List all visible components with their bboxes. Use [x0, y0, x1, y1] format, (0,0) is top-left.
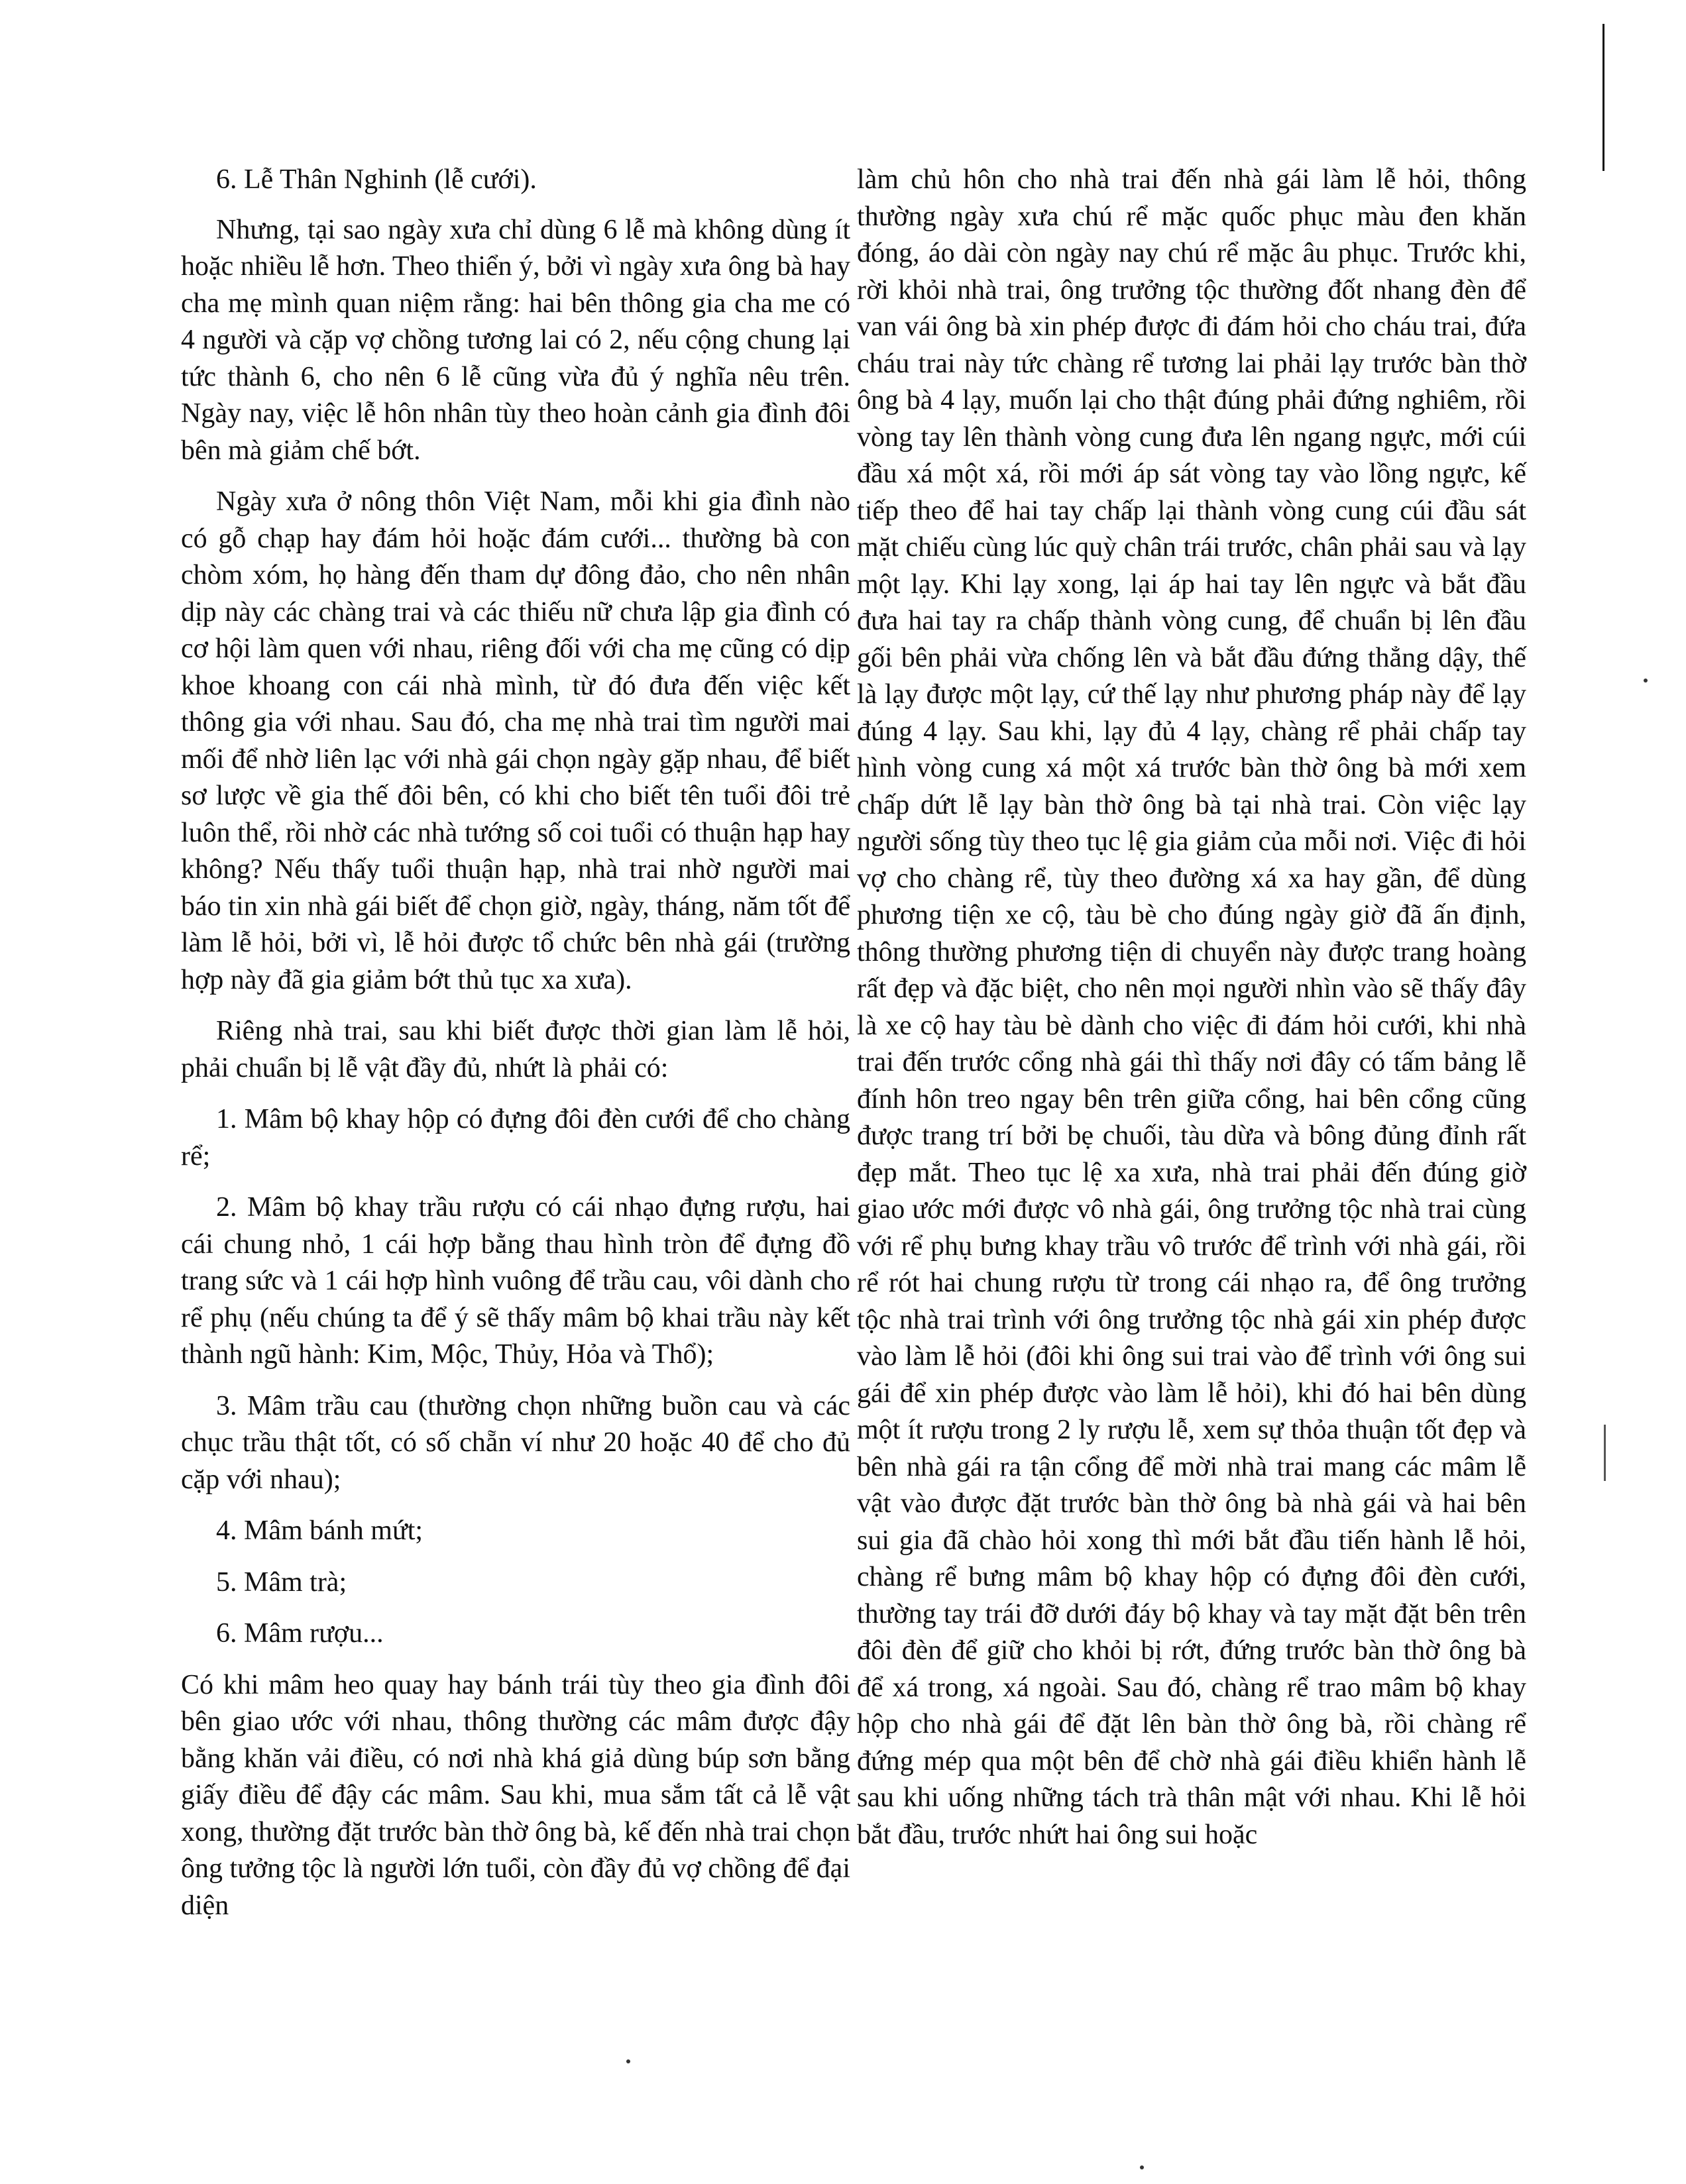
paragraph: Ngày xưa ở nông thôn Việt Nam, mỗi khi gia đình nào có gỗ chạp hay đám hỏi hoặc đám cưới... thường bà con chòm xóm, họ hàng đến tham dự đông đảo, cho nên nhân dịp này các chàng trai và các thiếu nữ chưa lập gia đình có cơ hội làm quen với nhau, riêng đối với cha mẹ cũng có dịp khoe khoang con cái nhà mình, từ đó đưa đến việc kết thông gia với nhau. Sau đó, cha mẹ nhà trai tìm người mai mối để nhờ liên lạc với nhà gái chọn ngày gặp nhau, để biết sơ lược về gia thế đôi bên, có khi cho biết tên tuổi đôi trẻ luôn thể, rồi nhờ các nhà tướng số coi tuổi có thuận hạp hay không? Nếu thấy tuổi thuận hạp, nhà trai nhờ người mai báo tin xin nhà gái biết để chọn giờ, ngày, tháng, năm tốt để làm lễ hỏi, bởi vì, lễ hỏi được tổ chức bên nhà gái (trường hợp này đã gia giảm bớt thủ tục xa xưa). [181, 486, 850, 995]
scan-edge-mark [1604, 1425, 1606, 1481]
paragraph: Riêng nhà trai, sau khi biết được thời gian làm lễ hỏi, phải chuẩn bị lễ vật đầy đủ, nhứt là phải có: [181, 1016, 850, 1083]
list-item: 2. Mâm bộ khay trầu rượu có cái nhạo đựng rượu, hai cái chung nhỏ, 1 cái hợp bằng thau hình tròn để đựng đồ trang sức và 1 cái hợp hình vuông để trầu cau, vôi dành cho rể phụ (nếu chúng ta để ý sẽ thấy mâm bộ khai trầu này kết thành ngũ hành: Kim, Mộc, Thủy, Hỏa và Thổ); [181, 1192, 850, 1370]
left-column [181, 162, 850, 1939]
scan-speck [626, 2059, 630, 2063]
list-item: 3. Mâm trầu cau (thường chọn những buồn cau và các chục trầu thật tốt, có số chẵn ví như 20 hoặc 40 để cho đủ cặp với nhau); [181, 1390, 850, 1495]
scan-speck [1644, 679, 1648, 682]
section-heading: 6. Lễ Thân Nghinh (lễ cưới). [216, 164, 537, 195]
right-column [857, 162, 1526, 1868]
scan-speck [1140, 2165, 1144, 2169]
list-item: 4. Mâm bánh mứt; [216, 1515, 423, 1546]
paragraph: Nhưng, tại sao ngày xưa chỉ dùng 6 lễ mà không dùng ít hoặc nhiều lễ hơn. Theo thiển ý, bởi vì ngày xưa ông bà hay cha mẹ mình quan niệm rằng: hai bên thông gia cha me có 4 người và cặp vợ chồng tương lai có 2, nếu cộng chung lại tức thành 6, cho nên 6 lễ cũng vừa đủ ý nghĩa nêu trên. Ngày nay, việc lễ hôn nhân tùy theo hoàn cảnh gia đình đôi bên mà giảm chế bớt. [181, 214, 851, 466]
paragraph: làm chủ hôn cho nhà trai đến nhà gái làm lễ hỏi, thông thường ngày xưa chú rể mặc quốc phục màu đen khăn đóng, áo dài còn ngày nay chú rể mặc âu phục. Trước khi, rời khỏi nhà trai, ông trưởng tộc thường đốt nhang đèn để van vái ông bà xin phép được đi đám hỏi cho cháu trai, đứa cháu trai này tức chàng rể tương lai phải lạy trước bàn thờ ông bà 4 lạy, muốn lại cho thật đúng phải đứng nghiêm, rồi vòng tay lên thành vòng cung đưa lên ngang ngực, mới cúi đầu xá một xá, rồi mới áp sát vòng tay vào lồng ngực, kế tiếp theo để hai tay chấp lại thành vòng cung cúi đầu sát mặt chiếu cùng lúc quỳ chân trái trước, chân phải sau và lạy một lạy. Khi lạy xong, lại áp hai tay lên ngực và bắt đầu đưa hai tay ra chấp thành vòng cung, để chuẩn bị lên đầu gối bên phải vừa chống lên và bắt đầu đứng thẳng dậy, thế là lạy được một lạy, cứ thế lạy như phương pháp này để lạy đúng 4 lạy. Sau khi, lạy đủ 4 lạy, chàng rể phải chấp tay hình vòng cung xá một xá trước bàn thờ ông bà mới xem chấp dứt lễ lạy bàn thờ ông bà tại nhà trai. Còn việc lạy người sống tùy theo tục lệ gia giảm của mỗi nơi. Việc đi hỏi vợ cho chàng rể, tùy theo đường xá xa hay gần, để dùng phương tiện xe cộ, tàu bè cho đúng ngày giờ đã ấn định, thông thường phương tiện di chuyển này được trang hoàng rất đẹp và đặc biệt, cho nên mọi người nhìn vào sẽ thấy đây là xe cộ hay tàu bè dành cho việc đi đám hỏi cưới, khi nhà trai đến trước cổng nhà gái thì thấy nơi đây có tấm bảng lễ đính hôn treo ngay bên trên giữa cổng, hai bên cổng cũng được trang trí bởi bẹ chuối, tàu dừa và bông đủng đỉnh rất đẹp mắt. Theo tục lệ xa xưa, nhà trai phải đến đúng giờ giao ước mới được vô nhà gái, ông trưởng tộc nhà trai cùng với rể phụ bưng khay trầu vô trước để trình với nhà gái, rồi rể rót hai chung rượu từ trong cái nhạo ra, để ông trưởng tộc nhà trai trình với ông trưởng tộc nhà gái xin phép được vào làm lễ hỏi (đôi khi ông sui trai vào để trình với ông sui gái để xin phép được vào làm lễ hỏi), khi đó hai bên dùng một ít rượu trong 2 ly rượu lễ, xem sự thỏa thuận tốt đẹp và bên nhà gái ra tận cổng để mời nhà trai mang các mâm lễ vật vào được đặt trước bàn thờ ông bà nhà gái và hai bên sui gia đã chào hỏi xong thì mới bắt đầu tiến hành lễ hỏi, chàng rể bưng mâm bộ khay hộp có đựng đôi đèn cưới, thường tay trái đỡ dưới đáy bộ khay và tay mặt đặt bên trên đôi đèn để giữ cho khỏi bị rớt, đứng trước bàn thờ ông bà để xá trong, xá ngoài. Sau đó, chàng rể trao mâm bộ khay hộp cho nhà gái để đặt lên bàn thờ ông bà, rồi chàng rể đứng mép qua một bên để chờ nhà gái điều khiển hành lễ sau khi uống những tách trà thân mật với nhau. Khi lễ hỏi bắt đầu, trước nhứt hai ông sui hoặc [857, 164, 1526, 1850]
list-item: 1. Mâm bộ khay hộp có đựng đôi đèn cưới để cho chàng rể; [181, 1104, 850, 1172]
list-item: 5. Mâm trà; [216, 1566, 347, 1598]
list-item: 6. Mâm rượu... [216, 1618, 384, 1649]
paragraph: Có khi mâm heo quay hay bánh trái tùy theo gia đình đôi bên giao ước với nhau, thông thường các mâm được đậy bằng khăn vải điều, có nơi nhà khá giả dùng búp sơn bằng giấy điều để đậy các mâm. Sau khi, mua sắm tất cả lễ vật xong, thường đặt trước bàn thờ ông bà, kế đến nhà trai chọn ông tưởng tộc là người lớn tuổi, còn đầy đủ vợ chồng để đại diện [181, 1669, 850, 1921]
scan-edge-line [1602, 24, 1604, 171]
